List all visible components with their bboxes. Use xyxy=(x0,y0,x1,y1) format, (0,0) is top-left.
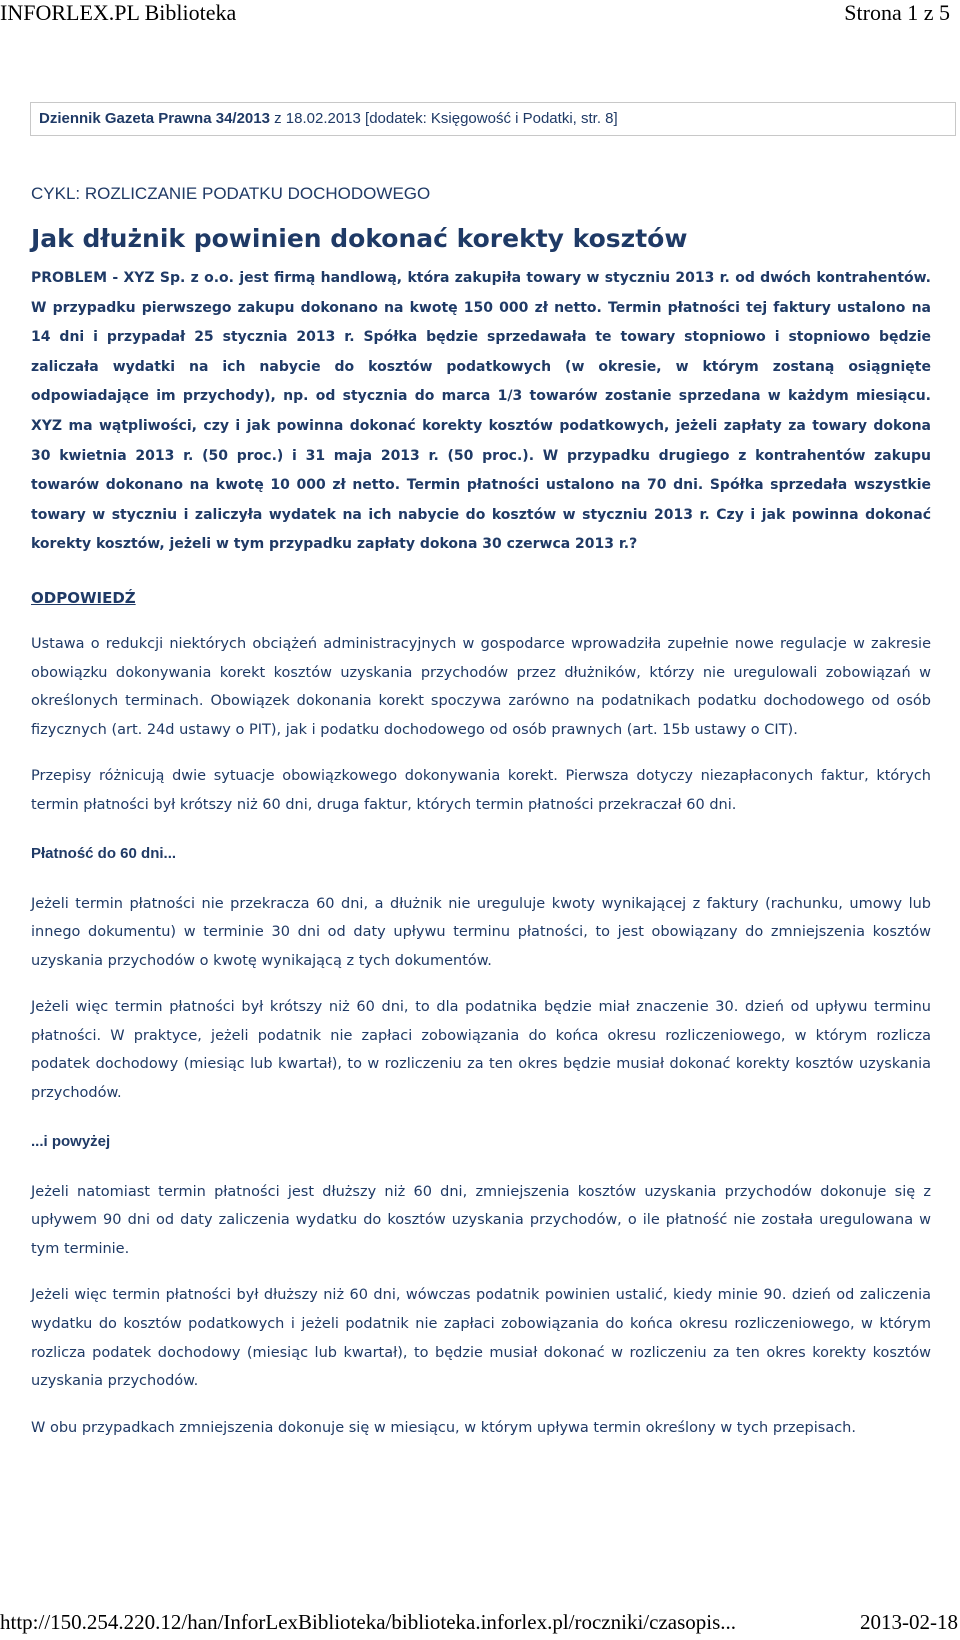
paragraph: Jeżeli więc termin płatności był dłuższy niż 60 dni, wówczas podatnik powinien ustalić, kiedy minie 90. dzień od zaliczenia wydatku do kosztów podatkowych i jeżeli podatnik nie zapłaci zobowiązania do końca okresu rozliczeniowego, w którym rozlicza podatek dochodowy (miesiąc lub kwartał), to będzie musiał dokonać w rozliczeniu za ten okres korekty kosztów uzyskania przychodów. xyxy=(31,1287,931,1390)
footer-date: 2013-02-18 xyxy=(860,1610,958,1634)
source-details: z 18.02.2013 [dodatek: Księgowość i Podatki, str. 8] xyxy=(269,110,618,127)
section-heading: Płatność do 60 dni... xyxy=(31,844,177,862)
print-footer xyxy=(0,1608,960,1638)
answer-heading: ODPOWIEDŹ xyxy=(31,588,136,607)
paragraph: Jeżeli więc termin płatności był krótszy niż 60 dni, to dla podatnika będzie miał znaczenie 30. dzień od upływu terminu płatności. W praktyce, jeżeli podatnik nie zapłaci zobowiązania do końca okresu rozliczeniowego, w którym rozlicza podatek dochodowy (miesiąc lub kwartał), to w rozliczeniu za ten okres będzie musiał dokonać korekty kosztów uzyskania przychodów. xyxy=(31,999,931,1102)
source-publication: Dziennik Gazeta Prawna 34/2013 xyxy=(39,110,270,127)
footer-url: http://150.254.220.12/han/InforLexBiblioteka/biblioteka.inforlex.pl/roczniki/czasopis... xyxy=(0,1610,737,1634)
section-heading: ...i powyżej xyxy=(31,1132,111,1150)
paragraph: Ustawa o redukcji niektórych obciążeń administracyjnych w gospodarce wprowadziła zupełnie nowe regulacje w zakresie obowiązku dokonywania korekt kosztów uzyskania przychodów przez dłużników, którzy nie uregulowali zobowiązań w określonych terminach. Obowiązek dokonania korekt spoczywa zarówno na podatnikach podatku dochodowego od osób fizycznych (art. 24d ustawy o PIT), jak i podatku dochodowego od osób prawnych (art. 15b ustawy o CIT). xyxy=(31,635,931,738)
article-title: Jak dłużnik powinien dokonać korekty kosztów xyxy=(31,224,688,253)
article xyxy=(31,180,931,1460)
paragraph: Jeżeli termin płatności nie przekracza 60 dni, a dłużnik nie ureguluje kwoty wynikającej z faktury (rachunku, umowy lub innego dokumentu) w terminie 30 dni od daty upływu terminu płatności, to jest obowiązany do zmniejszenia kosztów uzyskania przychodów o kwotę wynikającą z tych dokumentów. xyxy=(31,895,931,969)
paragraph: Jeżeli natomiast termin płatności jest dłuższy niż 60 dni, zmniejszenia kosztów uzyskania przychodów dokonuje się z upływem 90 dni od daty zaliczenia wydatku do kosztów uzyskania przychodów, o ile płatność nie została uregulowana w tym terminie. xyxy=(31,1183,931,1257)
article-cycle: CYKL: ROZLICZANIE PODATKU DOCHODOWEGO xyxy=(31,184,431,203)
article-lead: PROBLEM - XYZ Sp. z o.o. jest firmą handlową, która zakupiła towary w styczniu 2013 r. od dwóch kontrahentów. W przypadku pierwszego zakupu dokonano na kwotę 150 000 zł netto. Termin płatności tej faktury ustalono na 14 dni i przypadał 25 stycznia 2013 r. Spółka będzie sprzedawała te towary stopniowo i stopniowo będzie zaliczała wydatki na ich nabycie do kosztów podatkowych (w okresie, w którym zostaną osiągnięte odpowiadające im przychody), np. od stycznia do marca 1/3 towarów zostanie sprzedana w każdym miesiącu. XYZ ma wątpliwości, czy i jak powinna dokonać korekty kosztów podatkowych, jeżeli zapłaty za towary dokona 30 kwietnia 2013 r. (50 proc.) i 31 maja 2013 r. (50 proc.). W przypadku drugiego z kontrahentów zakupu towarów dokonano na kwotę 10 000 zł netto. Termin płatności ustalono na 70 dni. Spółka sprzedała wszystkie towary w styczniu i zaliczyła wydatek na ich nabycie do kosztów w styczniu 2013 r. Czy i jak powinna dokonać korekty kosztów, jeżeli w tym przypadku zapłaty dokona 30 czerwca 2013 r.? xyxy=(31,270,931,553)
source-box xyxy=(30,102,956,136)
paragraph: W obu przypadkach zmniejszenia dokonuje się w miesiącu, w którym upływa termin określony w tych przepisach. xyxy=(31,1419,856,1436)
print-header xyxy=(0,0,960,30)
page-indicator: Strona 1 z 5 xyxy=(844,0,950,25)
app-title: INFORLEX.PL Biblioteka xyxy=(0,0,237,25)
paragraph: Przepisy różnicują dwie sytuacje obowiązkowego dokonywania korekt. Pierwsza dotyczy niezapłaconych faktur, których termin płatności był krótszy niż 60 dni, druga faktur, których termin płatności przekraczał 60 dni. xyxy=(31,768,931,813)
